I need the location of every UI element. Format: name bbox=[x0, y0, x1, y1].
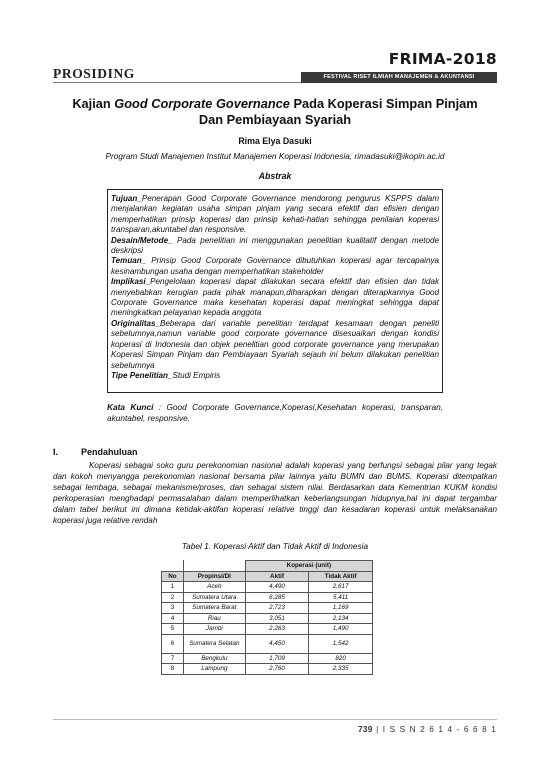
table-row bbox=[162, 653, 373, 664]
cell-tidak: 1,490 bbox=[309, 624, 373, 635]
cell-tidak: 2,617 bbox=[309, 582, 373, 593]
cell-tidak: 5,411 bbox=[309, 592, 373, 603]
abstract-tipe bbox=[111, 371, 439, 381]
page-number: 739 bbox=[357, 724, 373, 734]
header-group: Koperasi (unit) bbox=[245, 561, 372, 572]
cell-no: 3 bbox=[162, 603, 184, 614]
table-header-row-2 bbox=[162, 571, 373, 582]
page-header bbox=[53, 50, 497, 84]
cell-aktif: 1,709 bbox=[245, 653, 309, 664]
table-row bbox=[162, 664, 373, 675]
abstract-tujuan bbox=[111, 194, 439, 236]
table-caption: Tabel 1. Koperasi Aktif dan Tidak Aktif di Indonesia bbox=[181, 541, 369, 551]
cell-prov: Aceh bbox=[183, 582, 245, 593]
cell-tidak: 820 bbox=[309, 653, 373, 664]
cell-prov: Bengkulu bbox=[183, 653, 245, 664]
paper-title bbox=[53, 96, 497, 128]
cell-no: 6 bbox=[162, 634, 184, 653]
abstract-implikasi bbox=[111, 277, 439, 319]
abstract-desain bbox=[111, 236, 439, 257]
tipe-label: Tipe Penelitian bbox=[111, 370, 168, 380]
keywords-text: : Good Corporate Governance,Koperasi,Kesehatan koperasi, transparan, akuntabel, responsive. bbox=[107, 402, 443, 423]
table-row bbox=[162, 613, 373, 624]
intro-paragraph: Koperasi sebagai soko guru perekonomian nasional adalah koperasi yang berfungsi sebagai pilar yang tegak dan kokoh menyangga perekonomian nasional bersama pilar lainnya yaitu BUMN dan BUMS. Koperasi ditempatkan sebagai lembaga, sebagai mekanisme/proses, dan sebagai sistem nilai. Berdasarkan data Kementrian KUKM kondisi perkoperasian menghadapi permasalahan dalam memperlihatkan keberlangsungan hidupnya,hal ini dapat tergambar dalam tabel berikut ini dimana ketidak-aktifan koperasi relative tinggi dan kesadaran koperasi untuk melaksanakan koperasi juga relative rendah bbox=[53, 461, 497, 526]
cell-aktif: 4,490 bbox=[245, 582, 309, 593]
table-row bbox=[162, 634, 373, 653]
title-line2: Dan Pembiayaan Syariah bbox=[198, 112, 352, 127]
title-italic: Good Corporate Governance bbox=[114, 96, 290, 111]
author-affiliation: Program Studi Manajemen Institut Manajemen Koperasi Indonesia, rimadasuki@ikopin.ac.id bbox=[105, 151, 445, 161]
cell-aktif: 4,450 bbox=[245, 634, 309, 653]
header-blank-2 bbox=[183, 561, 245, 572]
header-blank-1 bbox=[162, 561, 184, 572]
table-row bbox=[162, 603, 373, 614]
abstract-box bbox=[107, 189, 443, 393]
keywords-label: Kata Kunci bbox=[107, 402, 154, 412]
cell-no: 5 bbox=[162, 624, 184, 635]
section-heading bbox=[53, 447, 138, 457]
cell-no: 4 bbox=[162, 613, 184, 624]
temuan-label: Temuan_ bbox=[111, 256, 147, 266]
cell-aktif: 2,723 bbox=[245, 603, 309, 614]
section-body bbox=[53, 460, 497, 527]
author-name: Rima Elya Dasuki bbox=[238, 136, 312, 146]
cell-aktif: 3,051 bbox=[245, 613, 309, 624]
cell-tidak: 1,169 bbox=[309, 603, 373, 614]
cell-no: 2 bbox=[162, 592, 184, 603]
table-row bbox=[162, 592, 373, 603]
cell-prov: Jambi bbox=[183, 624, 245, 635]
cell-tidak: 1,542 bbox=[309, 634, 373, 653]
desain-label: Desain/Metode_ bbox=[111, 235, 173, 245]
cell-tidak: 2,134 bbox=[309, 613, 373, 624]
section-title: Pendahuluan bbox=[81, 447, 138, 457]
header-aktif: Aktif bbox=[245, 571, 309, 582]
header-no: No bbox=[162, 571, 184, 582]
implikasi-text: Pengelolaan koperasi dapat dilakukan secara efektif dan efisien dan tidak menyebabkan kerugian pada pihak manapun,diharapkan dengan diterapkannya Good Corporate Governance maka kesehatan koperasi dapat meningkat sehingga dapat meningkatkan pelayanan kepada anggota bbox=[111, 277, 439, 318]
table-row bbox=[162, 582, 373, 593]
table-header-row-1 bbox=[162, 561, 373, 572]
title-part2: Pada Koperasi Simpan Pinjam bbox=[289, 96, 478, 111]
header-tidak-aktif: Tidak Aktif bbox=[309, 571, 373, 582]
cell-aktif: 2,263 bbox=[245, 624, 309, 635]
header-divider bbox=[53, 82, 301, 83]
keywords bbox=[107, 402, 443, 424]
cell-prov: Sumatera Utara bbox=[183, 592, 245, 603]
cell-aktif: 2,760 bbox=[245, 664, 309, 675]
title-part1: Kajian bbox=[72, 96, 115, 111]
originalitas-text: Beberapa dari variable penelitian terdapat kesamaan dengan peneliti sebelumnya,namun variable good corporate governance disesuaikan dengan kondisi koperasi di Indonesia dan objek penelitian good corporate governance yang merupakan Koperasi Simpan Pinjam dan Pembiayaan Syariah sejauh ini belum dilakukan penelitian sebelumnya bbox=[111, 318, 439, 370]
section-number: I. bbox=[53, 447, 59, 457]
cell-prov: Sumatera Selatan bbox=[183, 634, 245, 653]
tujuan-text: Penerapan Good Corporate Governance mendorong pengurus KSPPS dalam menjalankan kegiatan usaha simpan pinjam yang secara efektif dan efisien dengan memperhatikan prinsip koperasi dan prinsip kehati-hatian sehingga penilaian koperasi transparan,akuntabel dan responsive. bbox=[111, 194, 439, 235]
conference-logo: FRIMA-2018 bbox=[388, 50, 497, 68]
cell-tidak: 2,335 bbox=[309, 664, 373, 675]
abstract-temuan bbox=[111, 256, 439, 277]
cell-prov: Sumatera Barat bbox=[183, 603, 245, 614]
page-footer bbox=[358, 724, 497, 734]
issn-number: I S S N 2 6 1 4 - 6 6 8 1 bbox=[382, 724, 497, 734]
tipe-text: _Studi Empiris bbox=[167, 370, 221, 380]
originalitas-label: Originalitas_ bbox=[111, 318, 161, 328]
table-row bbox=[162, 624, 373, 635]
cell-no: 1 bbox=[162, 582, 184, 593]
cell-no: 8 bbox=[162, 664, 184, 675]
temuan-text: Prinsip Good Corporate Governance dibutuhkan koperasi agar tercapainya kesinambungan usaha dengan memperhatikan stakeholder bbox=[111, 256, 439, 276]
cooperative-table bbox=[161, 560, 373, 675]
footer-separator: | bbox=[372, 724, 383, 734]
abstract-heading: Abstrak bbox=[258, 171, 292, 181]
conference-subtitle: FESTIVAL RISET ILMIAH MANAJEMEN & AKUNTANSI bbox=[301, 72, 497, 83]
implikasi-label: Implikasi_ bbox=[111, 277, 151, 287]
desain-text: Pada penelitian ini menggunakan penelitian kualitatif dengan metode deskripsi bbox=[111, 235, 439, 256]
cell-aktif: 6,285 bbox=[245, 592, 309, 603]
tujuan-label: Tujuan_ bbox=[111, 194, 142, 203]
proceedings-label: PROSIDING bbox=[53, 66, 135, 81]
cell-prov: Lampung bbox=[183, 664, 245, 675]
cell-no: 7 bbox=[162, 653, 184, 664]
footer-divider bbox=[53, 719, 497, 720]
header-prov: Propinsi/DI bbox=[183, 571, 245, 582]
abstract-originalitas bbox=[111, 319, 439, 371]
cell-prov: Riau bbox=[183, 613, 245, 624]
